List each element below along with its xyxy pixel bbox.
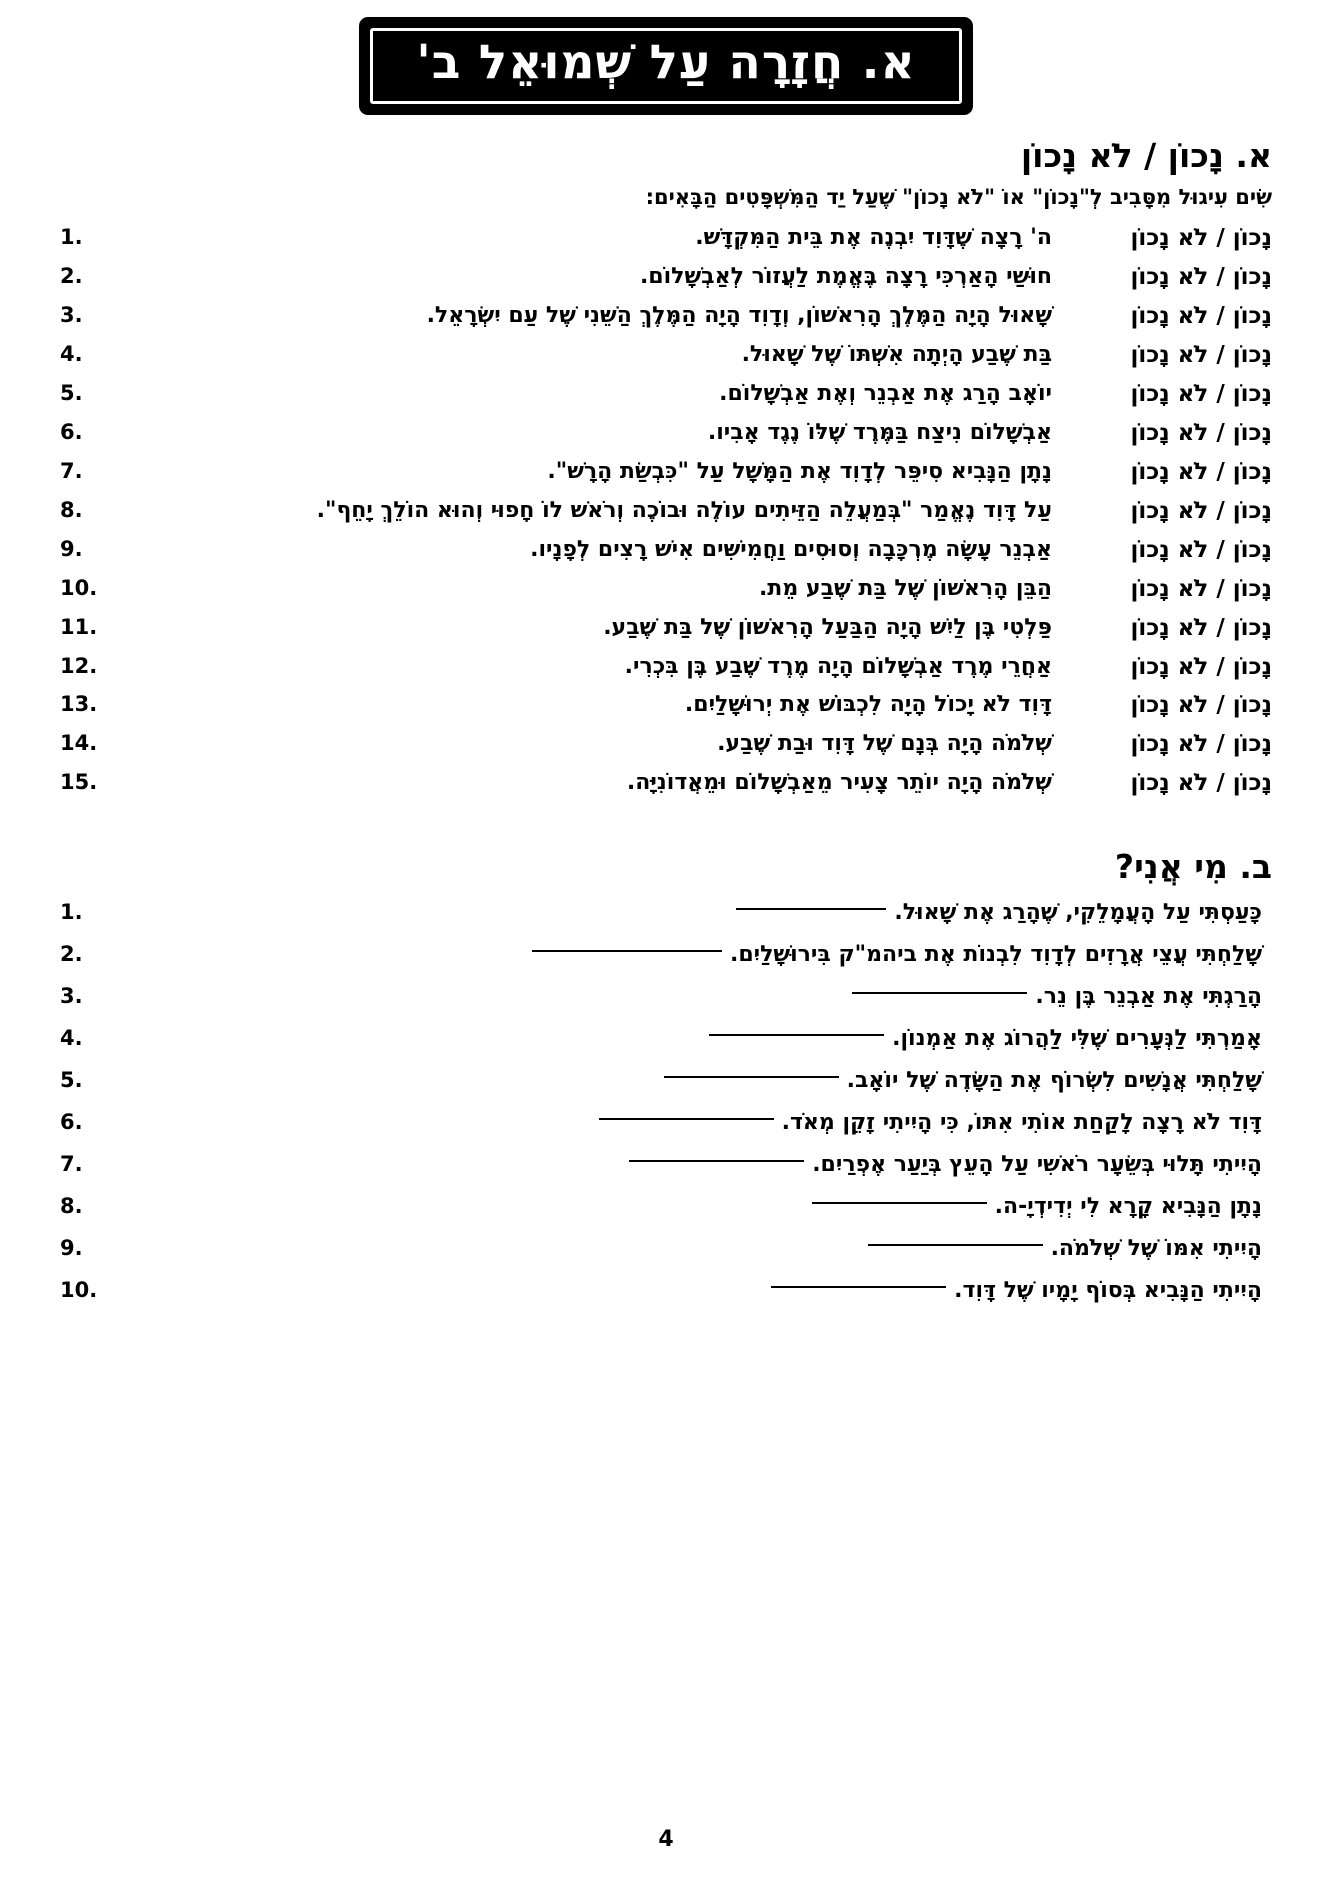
answer-choice-8[interactable]: נָכוֹן / לֹא נָכוֹן — [1130, 497, 1272, 524]
answer-blank-6[interactable] — [599, 1118, 774, 1120]
statement-text: עַל דָּוִד נֶאֱמַר "בְּמַעֲלֵה הַזֵּיתִים עוֹלֶה וּבוֹכֶה וְרֹאשׁ לוֹ חָפוּי וְהוּא הוֹלֵךְ יָחֵף". — [316, 497, 1052, 523]
table-row — [60, 611, 1272, 646]
answer-choice-11[interactable]: נָכוֹן / לֹא נָכוֹן — [1130, 614, 1272, 641]
question-text: אָמַרְתִּי לַנְּעָרִים שֶׁלִּי לַהֲרוֹג אֶת אַמְנוֹן. — [892, 1026, 1262, 1052]
item-number: 14. — [60, 731, 98, 756]
answer-blank-3[interactable] — [852, 992, 1027, 994]
item-number: 9. — [60, 1236, 83, 1261]
answer-blank-5[interactable] — [664, 1076, 839, 1078]
who-am-i-line — [106, 1148, 1272, 1181]
item-number: 13. — [60, 692, 98, 717]
item-number: 6. — [60, 1110, 83, 1135]
list-item — [60, 938, 1272, 971]
item-number: 7. — [60, 458, 83, 483]
who-am-i-line — [106, 1190, 1272, 1223]
table-row — [60, 455, 1272, 490]
list-item — [60, 1148, 1272, 1181]
list-item — [60, 1106, 1272, 1139]
item-number: 7. — [60, 1152, 83, 1177]
item-number: 1. — [60, 900, 83, 925]
question-text: דָּוִד לֹא רָצָה לָקַחַת אוֹתִי אִתּוֹ, כִּי הָיִיתִי זָקֵן מְאֹד. — [781, 1110, 1262, 1136]
who-am-i-line — [106, 1064, 1272, 1097]
list-item — [60, 896, 1272, 929]
table-row — [60, 377, 1272, 412]
answer-choice-5[interactable]: נָכוֹן / לֹא נָכוֹן — [1130, 380, 1272, 407]
answer-choice-1[interactable]: נָכוֹן / לֹא נָכוֹן — [1130, 225, 1272, 252]
statement-text: שְׁלֹמֹה הָיָה יוֹתֵר צָעִיר מֵאַבְשָׁלוֹם וּמֵאֲדוֹנִיָּה. — [626, 770, 1052, 796]
section-a-heading: א. נָכוֹן / לֹא נָכוֹן — [1020, 136, 1272, 176]
table-row — [60, 221, 1272, 256]
answer-choice-12[interactable]: נָכוֹן / לֹא נָכוֹן — [1130, 653, 1272, 680]
list-item — [60, 1232, 1272, 1265]
item-number: 5. — [60, 380, 83, 405]
answer-choice-2[interactable]: נָכוֹן / לֹא נָכוֹן — [1130, 264, 1272, 290]
table-row — [60, 727, 1272, 762]
answer-choice-14[interactable]: נָכוֹן / לֹא נָכוֹן — [1130, 731, 1272, 758]
table-row — [60, 299, 1272, 334]
item-number: 3. — [60, 984, 83, 1009]
who-am-i-line — [106, 1022, 1272, 1055]
item-number: 4. — [60, 1026, 83, 1051]
item-number: 3. — [60, 302, 83, 327]
statement-text: שְׁלֹמֹה הָיָה בְּנָם שֶׁל דָּוִד וּבַת שֶׁבַע. — [717, 731, 1052, 757]
answer-blank-10[interactable] — [771, 1286, 946, 1288]
answer-blank-8[interactable] — [812, 1202, 987, 1204]
item-number: 9. — [60, 536, 83, 561]
list-item — [60, 1274, 1272, 1307]
item-number: 10. — [60, 1278, 98, 1303]
question-text: הָרַגְתִּי אֶת אַבְנֵר בֶּן נֵר. — [1035, 984, 1262, 1010]
statement-text: אַבְנֵר עָשָׂה מֶרְכָּבָה וְסוּסִים וַחֲמִישִּׁים אִישׁ רָצִים לְפָנָיו. — [530, 536, 1052, 562]
question-text: כָּעַסְתִּי עַל הָעֲמָלֵקִי, שֶׁהָרַג אֶת שָׁאוּל. — [894, 900, 1262, 926]
page-number: 4 — [658, 1827, 674, 1852]
item-number: 15. — [60, 770, 98, 795]
item-number: 5. — [60, 1068, 83, 1093]
table-row — [60, 766, 1272, 801]
item-number: 1. — [60, 225, 83, 250]
statement-text: דָּוִד לֹא יָכוֹל הָיָה לִכְבּוֹשׁ אֶת יְרוּשָׁלַיִם. — [684, 692, 1052, 718]
statement-text: יוֹאָב הָרַג אֶת אַבְנֵר וְאֶת אַבְשָׁלוֹם. — [719, 380, 1052, 406]
section-b-heading: ב. מִי אֲנִי? — [1114, 847, 1272, 887]
who-am-i-line — [106, 1274, 1272, 1307]
item-number: 8. — [60, 497, 83, 522]
answer-blank-9[interactable] — [868, 1244, 1043, 1246]
item-number: 12. — [60, 653, 98, 678]
answer-choice-13[interactable]: נָכוֹן / לֹא נָכוֹן — [1130, 692, 1272, 719]
statement-text: אַחֲרֵי מֶרֶד אַבְשָׁלוֹם הָיָה מֶרֶד שֶׁבַע בֶּן בִּכְרִי. — [624, 653, 1052, 679]
title-banner-wrapper — [60, 0, 1272, 110]
table-row — [60, 650, 1272, 685]
section-a-instruction: שִׂים עִיגוּל מִסָּבִיב לְ"נָכוֹן" אוֹ "לֹא נָכוֹן" שֶׁעַל יַד הַמִּשְׁפָּטִים הַבָּאִים: — [645, 185, 1272, 210]
item-number: 6. — [60, 419, 83, 444]
answer-blank-4[interactable] — [709, 1034, 884, 1036]
who-am-i-list — [60, 896, 1272, 1307]
question-text: הָיִיתִי תָּלוּי בְּשֵׂעָר רֹאשִׁי עַל הָעֵץ בְּיַעַר אֶפְרַיִם. — [812, 1152, 1262, 1178]
statement-text: ה' רָצָה שֶׁדָּוִד יִבְנֶה אֶת בֵּית הַמִּקְדָּשׁ. — [695, 225, 1052, 251]
question-text: שָׁלַחְתִּי עֲצֵי אֲרָזִים לְדָוִד לִבְנוֹת אֶת ביהמ"ק בִּירוּשָׁלַיִם. — [729, 942, 1262, 968]
list-item — [60, 1064, 1272, 1097]
statement-text: נָתָן הַנָּבִיא סִיפֵּר לְדָוִד אֶת הַמָּשָׁל עַל "כִּבְשַׂת הָרָשׁ". — [547, 458, 1052, 484]
title-banner — [364, 22, 967, 110]
list-item — [60, 980, 1272, 1013]
answer-choice-3[interactable]: נָכוֹן / לֹא נָכוֹן — [1130, 302, 1272, 329]
who-am-i-line — [106, 938, 1272, 971]
answer-blank-1[interactable] — [736, 908, 886, 910]
table-row — [60, 416, 1272, 451]
item-number: 2. — [60, 942, 83, 967]
title-banner-text: א. חֲזָרָה עַל שְׁמוּאֵל ב' — [416, 35, 916, 90]
statement-text: שָׁאוּל הָיָה הַמֶּלֶךְ הָרִאשׁוֹן, וְדָוִד הָיָה הַמֶּלֶךְ הַשֵּׁנִי שֶׁל עַם יִשְׂרָאֵל. — [426, 302, 1052, 328]
item-number: 8. — [60, 1194, 83, 1219]
statement-text: פַּלְטִי בֶּן לַיִשׁ הָיָה הַבַּעַל הָרִאשׁוֹן שֶׁל בַּת שֶׁבַע. — [603, 614, 1052, 640]
answer-choice-6[interactable]: נָכוֹן / לֹא נָכוֹן — [1130, 419, 1272, 446]
item-number: 11. — [60, 614, 98, 639]
question-text: שָׁלַחְתִּי אֲנָשִׁים לִשְׂרוֹף אֶת הַשָּׂדֶה שֶׁל יוֹאָב. — [846, 1068, 1262, 1094]
who-am-i-line — [106, 896, 1272, 929]
answer-blank-7[interactable] — [629, 1160, 804, 1162]
who-am-i-line — [106, 980, 1272, 1013]
answer-choice-9[interactable]: נָכוֹן / לֹא נָכוֹן — [1130, 536, 1272, 563]
list-item — [60, 1022, 1272, 1055]
answer-choice-10[interactable]: נָכוֹן / לֹא נָכוֹן — [1130, 575, 1272, 602]
table-row — [60, 494, 1272, 529]
table-row — [60, 533, 1272, 568]
item-number: 4. — [60, 341, 83, 366]
true-false-list — [60, 221, 1272, 801]
answer-choice-15[interactable]: נָכוֹן / לֹא נָכוֹן — [1130, 770, 1272, 797]
who-am-i-line — [106, 1106, 1272, 1139]
item-number: 2. — [60, 264, 83, 288]
table-row — [60, 572, 1272, 607]
statement-text: חוּשַׁי הָאַרְכִּי רָצָה בֶּאֱמֶת לַעֲזוֹר לְאַבְשָׁלוֹם. — [639, 264, 1052, 289]
table-row — [60, 338, 1272, 373]
table-row — [60, 688, 1272, 723]
answer-blank-2[interactable] — [532, 950, 722, 952]
list-item — [60, 1190, 1272, 1223]
item-number: 10. — [60, 575, 98, 600]
question-text: נָתָן הַנָּבִיא קָרָא לִי יְדִידְיָ-ה. — [994, 1194, 1262, 1220]
question-text: הָיִיתִי הַנָּבִיא בְּסוֹף יָמָיו שֶׁל דָּוִד. — [954, 1278, 1262, 1304]
table-row — [60, 260, 1272, 295]
who-am-i-line — [106, 1232, 1272, 1265]
answer-choice-7[interactable]: נָכוֹן / לֹא נָכוֹן — [1130, 458, 1272, 485]
statement-text: אַבְשָׁלוֹם נִיצַח בַּמֶּרֶד שֶׁלּוֹ נֶגֶד אָבִיו. — [707, 419, 1052, 445]
question-text: הָיִיתִי אִמּוֹ שֶׁל שְׁלֹמֹה. — [1050, 1236, 1262, 1262]
answer-choice-4[interactable]: נָכוֹן / לֹא נָכוֹן — [1130, 341, 1272, 368]
statement-text: בַּת שֶׁבַע הָיְתָה אִשְׁתּוֹ שֶׁל שָׁאוּל. — [741, 341, 1052, 367]
statement-text: הַבֵּן הָרִאשׁוֹן שֶׁל בַּת שֶׁבַע מֵת. — [758, 575, 1052, 601]
